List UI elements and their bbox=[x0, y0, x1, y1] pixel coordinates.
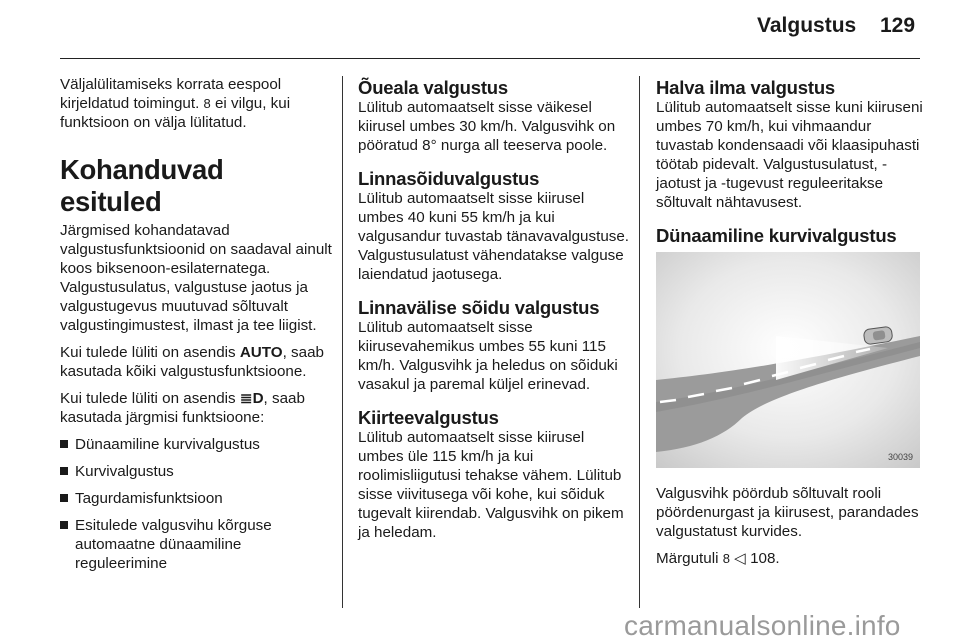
paragraph: Kui tulede lüliti on asendis ≣D, saab kasutada järgmisi funktsioone: bbox=[60, 390, 305, 426]
column-divider-1 bbox=[342, 76, 343, 608]
watermark: carmanualsonline.info bbox=[624, 610, 901, 641]
subheading: Halva ilma valgustus bbox=[656, 77, 836, 98]
intro-paragraph: Väljalülitamiseks korrata eespool kirjeldatud toimingut. 8 ei vilgu, kui funktsioon on välja lülitatud. bbox=[60, 76, 291, 131]
subheading: Õueala valgustus bbox=[358, 77, 508, 98]
subheading: Dünaamiline kurvivalgustus bbox=[656, 225, 897, 246]
auto-label: AUTO bbox=[239, 344, 283, 361]
column-1 bbox=[60, 75, 332, 581]
header-divider bbox=[60, 58, 920, 59]
cornering-light-illustration bbox=[656, 252, 920, 468]
section-heading: Kohanduvad esituled bbox=[60, 154, 224, 217]
list-item: Dünaamiline kurvivalgustus bbox=[60, 435, 332, 454]
column-divider-2 bbox=[639, 76, 640, 608]
paragraph: Valgusvihk pöördub sõltuvalt rooli pöördenurgast ja kiirusest, parandades valgustatust kurvides. bbox=[656, 485, 919, 540]
header-title: Valgustus bbox=[757, 14, 857, 37]
paragraph: Lülitub automaatselt sisse kuni kiiruseni umbes 70 km/h, kui vihmaandur tuvastab kondensaadi või klaasipuhasti töötab pidevalt. Valgustusulatust, -jaotust ja -tugevust reguleeritakse sõltuvalt nähtavusest. bbox=[656, 99, 923, 211]
paragraph: Järgmised kohandatavad valgustusfunktsioonid on saadaval ainult koos biksenoon-esilaternatega. Valgustusulatus, valgustuse jaotus ja valgustugevus muutuvad sõltuvalt valgustingimustest, ilmast ja tee liigist. bbox=[60, 222, 332, 334]
subheading: Linnasõiduvalgustus bbox=[358, 168, 540, 189]
headlight-icon: ≣D bbox=[239, 390, 264, 407]
list-item: Tagurdamisfunktsioon bbox=[60, 489, 332, 508]
paragraph: Kui tulede lüliti on asendis AUTO, saab kasutada kõiki valgustusfunktsioone. bbox=[60, 344, 324, 380]
paragraph: Lülitub automaatselt sisse kiirusel umbes üle 115 km/h ja kui roolimisliigutusi tehakse vähem. Lülitub sisse viivitusega või kohe, kui sõiduk tugevalt kiirendab. Valgusvihk on pikem ja heledam. bbox=[358, 429, 624, 541]
list-item: Kurvivalgustus bbox=[60, 462, 332, 481]
subheading: Kiirteevalgustus bbox=[358, 407, 499, 428]
column-2 bbox=[358, 77, 630, 550]
figure-number: 30039 bbox=[888, 452, 914, 462]
page-number: 129 bbox=[880, 14, 916, 37]
indicator-icon: 8 bbox=[203, 96, 211, 111]
column-3-lower bbox=[656, 484, 928, 576]
column-3 bbox=[656, 77, 928, 246]
paragraph: Lülitub automaatselt sisse kiirusel umbes 40 kuni 55 km/h ja kui valgusandur tuvastab tänavavalgustuse. Valgustusulatust vähendatakse valguse laiendatud jaotusega. bbox=[358, 190, 630, 283]
subheading: Linnavälise sõidu valgustus bbox=[358, 297, 600, 318]
paragraph: Lülitub automaatselt sisse väikesel kiirusel umbes 30 km/h. Valgusvihk on pööratud 8° nurga all teeserva poole. bbox=[358, 99, 616, 154]
function-list bbox=[60, 435, 332, 573]
paragraph: Märgutuli 8 ◁ 108. bbox=[656, 550, 780, 567]
paragraph: Lülitub automaatselt sisse kiirusevahemikus umbes 55 kuni 115 km/h. Valgusvihk ja heledus on sõiduki vasakul ja paremal küljel erinevad. bbox=[358, 319, 618, 393]
indicator-icon: 8 bbox=[722, 551, 730, 566]
list-item: Esitulede valgusvihu kõrguse automaatne dünaamiline reguleerimine bbox=[60, 516, 332, 573]
page-reference-arrow-icon: ◁ bbox=[734, 550, 746, 567]
